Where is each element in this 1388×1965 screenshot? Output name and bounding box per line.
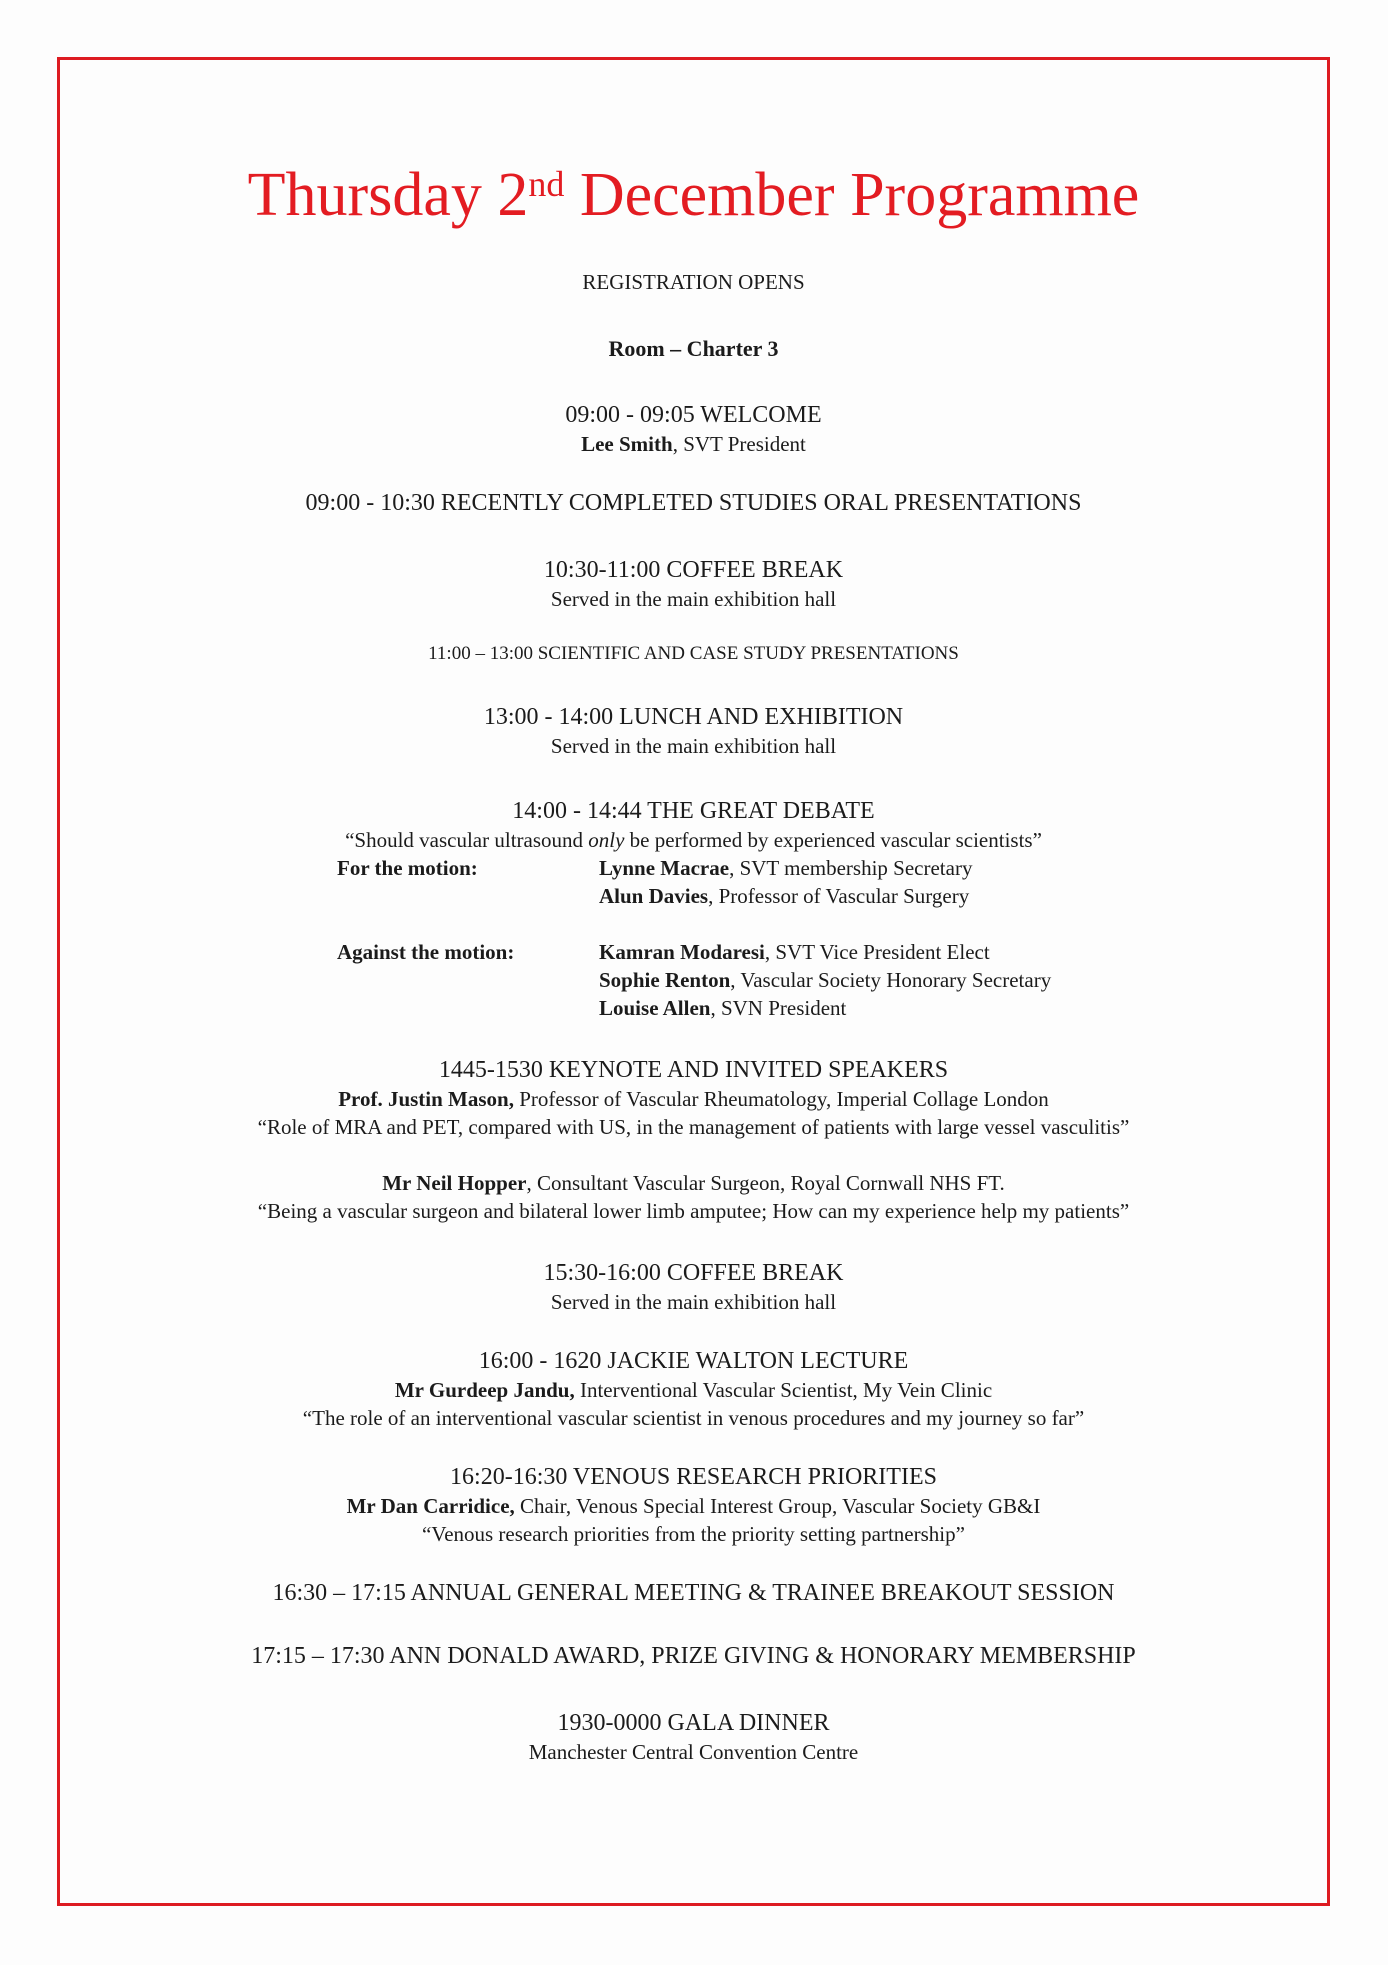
page-title <box>60 158 1327 233</box>
awards-section <box>60 1641 1327 1671</box>
coffee-break-2-note: Served in the main exhibition hall <box>550 1290 837 1314</box>
talk-title-quote: “Role of MRA and PET, compared with US, in the management of patients with large vessel vasculitis” <box>257 1115 1130 1139</box>
speaker-name: Prof. Justin Mason, <box>338 1087 514 1111</box>
speaker-role: Chair, Venous Special Interest Group, Vascular Society GB&I <box>514 1494 1041 1518</box>
keynote-heading: 1445-1530 KEYNOTE AND INVITED SPEAKERS <box>438 1057 949 1083</box>
welcome-section <box>60 400 1327 458</box>
speaker-line <box>599 938 1051 966</box>
awards-heading: 17:15 – 17:30 ANN DONALD AWARD, PRIZE GIVING & HONORARY MEMBERSHIP <box>251 1643 1136 1669</box>
speaker-role: Professor of Vascular Rheumatology, Imperial Collage London <box>513 1087 1049 1111</box>
coffee-break-2-heading: 15:30-16:00 COFFEE BREAK <box>543 1260 844 1286</box>
speaker-line <box>599 966 1051 994</box>
agm-heading: 16:30 – 17:15 ANNUAL GENERAL MEETING & TRAINEE BREAKOUT SESSION <box>272 1580 1115 1606</box>
speaker-name: Lee Smith <box>581 432 673 456</box>
welcome-heading: 09:00 - 09:05 WELCOME <box>565 402 822 428</box>
speaker-name: Sophie Renton <box>599 968 731 992</box>
speaker-role: , Vascular Society Honorary Secretary <box>730 968 1052 992</box>
scientific-heading: 11:00 – 13:00 SCIENTIFIC AND CASE STUDY PRESENTATIONS <box>428 643 959 664</box>
red-page-border <box>57 57 1330 1906</box>
talk-title-quote: “Venous research priorities from the priority setting partnership” <box>422 1522 965 1546</box>
talk-title-quote: “Being a vascular surgeon and bilateral lower limb amputee; How can my experience help my patients” <box>257 1199 1130 1223</box>
speaker-role: , SVT President <box>672 432 806 456</box>
debate-against-motion-row <box>337 938 1327 1022</box>
speaker-name: Alun Davies <box>599 884 709 908</box>
speaker-name: Mr Dan Carridice, <box>346 1494 515 1518</box>
keynote-speaker-1 <box>60 1085 1327 1141</box>
oral-presentations-heading: 09:00 - 10:30 RECENTLY COMPLETED STUDIES ORAL PRESENTATIONS <box>305 490 1082 516</box>
title-prefix: Thursday 2 <box>247 161 529 229</box>
speaker-line <box>599 882 972 910</box>
quote-italic-word: only <box>588 828 625 852</box>
gala-dinner-note: Manchester Central Convention Centre <box>528 1740 859 1764</box>
speaker-name: Lynne Macrae <box>599 856 730 880</box>
speaker-name: Louise Allen <box>599 996 711 1020</box>
lunch-note: Served in the main exhibition hall <box>550 734 837 758</box>
for-motion-speakers <box>599 854 972 910</box>
jackie-walton-heading: 16:00 - 1620 JACKIE WALTON LECTURE <box>478 1348 909 1374</box>
against-motion-speakers <box>599 938 1051 1022</box>
speaker-line <box>60 1492 1327 1520</box>
debate-motion-quote <box>60 826 1327 854</box>
registration-opens-line: REGISTRATION OPENS <box>582 270 805 294</box>
against-motion-label: Against the motion: <box>337 940 515 964</box>
speaker-role: , SVN President <box>710 996 847 1020</box>
debate-heading: 14:00 - 14:44 THE GREAT DEBATE <box>512 798 875 824</box>
speaker-line <box>60 1169 1327 1197</box>
speaker-line <box>599 854 972 882</box>
coffee-break-1-section <box>60 555 1327 613</box>
scientific-section <box>60 641 1327 667</box>
coffee-break-2-section <box>60 1258 1327 1316</box>
oral-presentations-section <box>60 488 1327 518</box>
quote-before: “Should vascular ultrasound <box>345 828 589 852</box>
speaker-role: , Consultant Vascular Surgeon, Royal Cornwall NHS FT. <box>526 1171 1005 1195</box>
speaker-name: Mr Gurdeep Jandu, <box>394 1378 575 1402</box>
speaker-role: Interventional Vascular Scientist, My Vein Clinic <box>574 1378 993 1402</box>
welcome-speaker <box>60 430 1327 458</box>
gala-dinner-section <box>60 1708 1327 1766</box>
speaker-name: Mr Neil Hopper <box>382 1171 527 1195</box>
title-suffix: December Programme <box>564 161 1140 229</box>
venous-research-heading: 16:20-16:30 VENOUS RESEARCH PRIORITIES <box>450 1464 937 1490</box>
title-ordinal-superscript: nd <box>528 164 565 204</box>
for-motion-label: For the motion: <box>337 856 478 880</box>
great-debate-section <box>60 796 1327 1022</box>
venous-research-section <box>60 1462 1327 1548</box>
lunch-heading: 13:00 - 14:00 LUNCH AND EXHIBITION <box>483 704 904 730</box>
room-line: Room – Charter 3 <box>608 336 779 361</box>
keynote-speaker-2 <box>60 1169 1327 1225</box>
speaker-role: , SVT membership Secretary <box>729 856 973 880</box>
speaker-role: , Professor of Vascular Surgery <box>708 884 970 908</box>
coffee-break-1-note: Served in the main exhibition hall <box>550 587 837 611</box>
speaker-name: Kamran Modaresi <box>599 940 765 964</box>
speaker-line <box>60 1376 1327 1404</box>
coffee-break-1-heading: 10:30-11:00 COFFEE BREAK <box>543 557 844 583</box>
keynote-section <box>60 1055 1327 1225</box>
talk-title-quote: “The role of an interventional vascular scientist in venous procedures and my journey so far” <box>302 1406 1085 1430</box>
speaker-role: , SVT Vice President Elect <box>764 940 990 964</box>
gala-dinner-heading: 1930-0000 GALA DINNER <box>557 1710 830 1736</box>
lunch-section <box>60 702 1327 760</box>
debate-for-motion-row <box>337 854 1327 910</box>
agm-section <box>60 1578 1327 1608</box>
quote-after: be performed by experienced vascular scientists” <box>624 828 1042 852</box>
speaker-line <box>60 1085 1327 1113</box>
speaker-line <box>599 994 1051 1022</box>
jackie-walton-section <box>60 1346 1327 1432</box>
